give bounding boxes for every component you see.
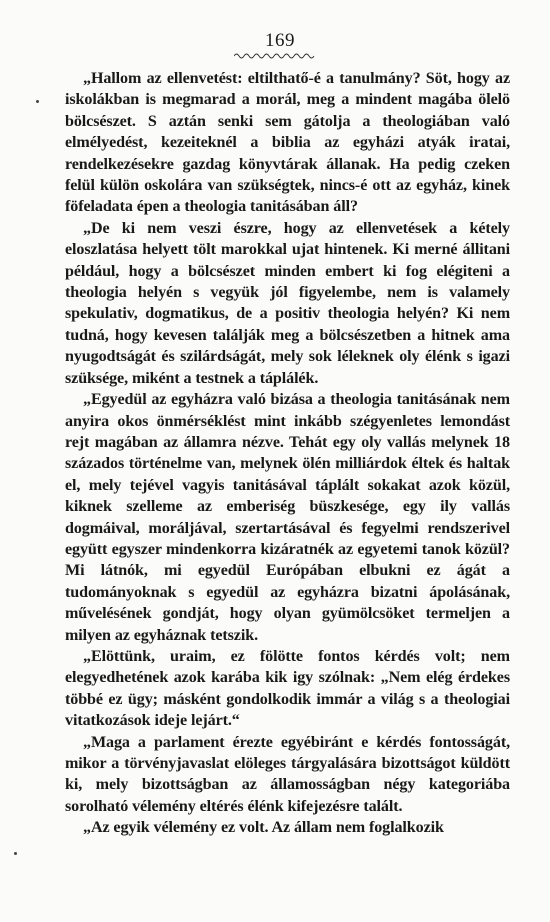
page-body [65,68,510,839]
page-number: 169 [265,30,295,51]
paragraph-3: „Egyedül az egyházra való bizása a theologia tanitásának nem anyira okos önmérséklést mint inkább szégyenletes lemondást rejt magában az államra nézve. Tehát egy oly vallás melynek 18 százados történelme van, melynek ölén milliárdok éltek és haltak el, mely tejével vagyis tanitásával táplált sokakat azok közül, kiknek szelleme az emberiség büszkesége, egy ily vallás dogmáival, moráljával, szertartásával és fegyelmi rendszerivel együtt egyszer mindenkorra kizáratnék az egyetemi tanok közül? Mi látnók, mi egyedül Európában elbukni ez ágát a tudományoknak s egyedül az egyházra bizatni ápolásának, művelésének gondját, hogy olyan gyümölcsöket termeljen a milyen az egyháznak tetszik. [65,391,510,644]
paragraph-5: „Maga a parlament érezte egyébiránt e kérdés fontosságát, mikor a törvényjavaslat elöleges tárgyalására bizottságot küldött ki, mely bizottságban az államosságban négy kategoriába sorolható vélemény eltérés élénk kifejezésre talált. [65,733,510,815]
print-speck-left [36,100,39,103]
page-header [0,30,550,52]
paragraph-6: „Az egyik vélemény ez volt. Az állam nem foglalkozik [83,819,444,837]
print-speck-bottom-left [14,852,17,855]
wavy-ornament-icon [234,52,316,60]
paragraph-1: „Hallom az ellenvetést: eltilthatő-é a tanulmány? Söt, hogy az iskolákban is megmarad a morál, meg a mindent magába ölelö bölcsészet. S aztán senki sem gátolja a theologiában való elmélyedést, kezeiteknél a biblia az egyházi atyák iratai, rendelkezésekre gazdag könyvtárak állanak. Ha pedig czeken felül külön oskolára van szükségtek, nincs-é ott az egyház, kinek föfeladata épen a theologia tanitásában áll? [65,70,510,216]
paragraph-2: „De ki nem veszi észre, hogy az ellenvetések a kétely eloszlatása helyett tölt marokkal ujat hintenek. Ki merné állitani például, hogy a bölcsészet minden embert ki fog elégiteni a theologia helyén s vegyük jól figyelembe, nem is valamely spekulativ, dogmatikus, de a positiv theologia helyén? Ki nem tudná, hogy kevesen találják meg a bölcsészetben a hitnek ama nyugodtságát és szilárdságát, mely sok léleknek oly élénk s igazi szüksége, miként a testnek a táplálék. [65,219,510,387]
paragraph-4: „Elöttünk, uraim, ez fölötte fontos kérdés volt; nem elegyedhetének azok karába kik igy szólnak: „Nem elég érdekes többé ez ügy; másként gondolkodik immár a világ s a theologiai vitatkozások ideje lejárt.“ [65,647,510,730]
